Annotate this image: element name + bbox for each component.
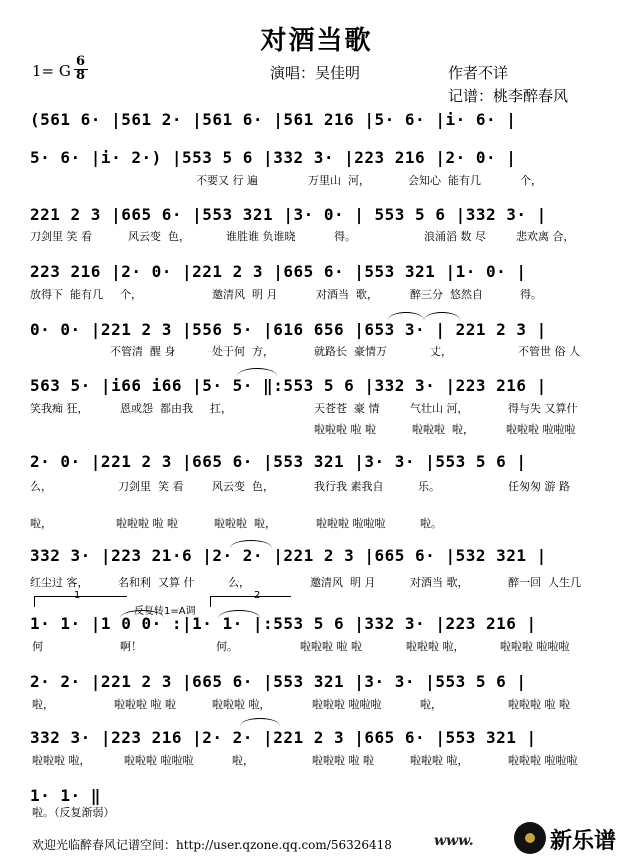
lyric-segment: 么， [30,480,52,493]
lyric-segment: 醉三分 悠然自 [410,288,483,301]
lyric-segment: 处于何 方， [212,345,274,358]
lyric-segment: 不管清 醒 身 [110,345,176,358]
key-signature: 1= G [32,62,71,80]
notation-row: 223 216 |2· 0· |221 2 3 |665 6· |553 321 |1· 0· | [30,262,527,281]
lyric-segment: 对酒当 歌， [316,288,378,301]
lyric-segment: 笑我痴 狂， [30,402,89,415]
lyric-segment: 何 [32,640,43,653]
lyric-segment: 啦， [232,754,254,767]
notation-row: 2· 0· |221 2 3 |665 6· |553 321 |3· 3· |553 5 6 | [30,452,527,471]
notation-row: 5· 6· |i· 2·) |553 5 6 |332 3· |223 216 |2· 0· | [30,148,517,167]
notation-row: 1· 1· ‖ [30,786,101,805]
notation-row: 0· 0· |221 2 3 |556 5· |616 656 |653 3· | 221 2 3 | [30,320,547,339]
lyric-segment: 个， [120,288,142,301]
lyric-segment: 气壮山 河， [410,402,469,415]
lyric-segment-second-verse: 啦啦啦 啦 啦 [116,517,178,530]
lyric-segment: 得。 [334,230,356,243]
lyric-segment: 啦， [420,698,442,711]
slur [388,312,424,320]
lyric-segment: 啦啦啦 啦啦啦 [500,640,570,653]
logo-text: 新乐谱 [550,829,617,854]
lyric-segment: 啦啦啦 啦啦啦 [124,754,194,767]
notation-row: 332 3· |223 21·6 |2· 2· |221 2 3 |665 6· |532 321 | [30,546,547,565]
lyric-segment: 啦啦啦 啦啦啦 [312,698,382,711]
record-icon [514,822,546,854]
lyric-segment: 醉一回 人生几 [508,576,581,589]
lyric-segment: 刀剑里 笑 看 [30,230,92,243]
lyric-segment: 得与失 又算什 [508,402,578,415]
modulation-note: 反复转1=A调 [134,606,196,617]
lyric-segment: 啊！ [120,640,142,653]
author-credit: 作者不详 [448,64,509,82]
lyric-segment: 乐。 [418,480,440,493]
slur [240,718,280,726]
lyric-segment: 就路长 豪情万 [314,345,387,358]
volta-1-label: 1 [74,590,81,601]
lyric-segment: 啦啦啦 啦 啦 [300,640,362,653]
lyric-segment-second-verse: 啦啦啦 啦， [412,423,474,436]
volta-bracket-1 [34,596,127,607]
song-title: 对酒当歌 [260,26,373,56]
lyric-segment: 啦啦啦 啦 啦 [114,698,176,711]
lyric-segment-second-verse: 啦， [30,517,52,530]
lyric-segment: 扛， [210,402,232,415]
lyric-segment: 不要又 行 遍 [196,174,258,187]
lyric-segment-second-verse: 啦啦啦 啦啦啦 [506,423,576,436]
slur [230,540,272,548]
footer-url: 欢迎光临醉春风记谱空间：http://user.qzone.qq.com/56326418 [32,838,392,852]
lyric-segment: 啦， [32,698,54,711]
lyric-segment: 对酒当 歌， [410,576,469,589]
footer-www: www. [434,833,474,849]
notation-row: 221 2 3 |665 6· |553 321 |3· 0· | 553 5 6 |332 3· | [30,205,547,224]
slur [237,368,277,376]
notation-row: 563 5· |i66 i66 |5· 5· ‖:553 5 6 |332 3· |223 216 | [30,376,547,395]
slur [218,610,260,618]
lyric-segment: 谁胜谁 负谁晓 [226,230,296,243]
lyric-segment: 得。 [520,288,542,301]
lyric-segment: 啦啦啦 啦 啦 [508,698,570,711]
lyric-segment: 啦啦啦 啦 啦 [312,754,374,767]
notation-row: 332 3· |223 216 |2· 2· |221 2 3 |665 6· |553 321 | [30,728,537,747]
lyric-segment: 邀清风 明 月 [310,576,376,589]
lyric-segment: 名和利 又算 什 [118,576,195,589]
time-signature-numerator: 6 [76,54,86,69]
lyric-segment-second-verse: 啦。 [420,517,442,530]
lyric-segment-second-verse: 啦啦啦 啦， [214,517,276,530]
lyric-segment: 刀剑里 笑 看 [118,480,184,493]
lyric-segment: 会知心 能有几 [408,174,481,187]
lyric-segment: 啦啦啦 啦， [406,640,465,653]
lyric-segment: 浪涌滔 数 尽 [424,230,486,243]
lyric-segment: 恩或怨 都由我 [120,402,193,415]
lyric-segment: 红尘过 客， [30,576,89,589]
notation-row: 2· 2· |221 2 3 |665 6· |553 321 |3· 3· |553 5 6 | [30,672,527,691]
lyric-segment: 悲欢离 合， [516,230,575,243]
lyric-segment: 邀清风 明 月 [212,288,278,301]
lyric-segment-second-verse: 啦啦啦 啦 啦 [314,423,376,436]
lyric-segment: 么， [228,576,250,589]
site-logo [510,818,630,858]
slur [424,312,460,320]
lyric-segment: 啦啦啦 啦， [212,698,271,711]
lyric-segment: 任匆匆 游 路 [508,480,570,493]
lyric-segment-second-verse: 啦啦啦 啦啦啦 [316,517,386,530]
singer-credit: 演唱：吴佳明 [270,64,361,82]
lyric-segment: 万里山 河， [308,174,370,187]
lyric-segment: 风云变 色， [212,480,274,493]
notation-row: (561 6· |561 2· |561 6· |561 216 |5· 6· |i· 6· | [30,110,517,129]
lyric-segment: 天苍苍 豪 情 [314,402,380,415]
lyric-segment: 我行我 素我自 [314,480,384,493]
volta-bracket-2 [210,596,291,607]
volta-2-label: 2 [254,590,261,601]
lyric-segment: 丈， [430,345,452,358]
lyric-segment: 啦啦啦 啦啦啦 [508,754,578,767]
lyric-segment: 啦。（反复渐弱） [32,806,115,819]
lyric-segment: 放得下 能有几 [30,288,103,301]
lyric-segment: 啦啦啦 啦， [410,754,469,767]
lyric-segment: 啦啦啦 啦， [32,754,91,767]
lyric-segment: 不管世 俗 人 [518,345,580,358]
lyric-segment: 个， [520,174,542,187]
lyric-segment: 风云变 色， [128,230,190,243]
transcriber-credit: 记谱：桃李醉春风 [448,87,569,105]
time-signature-denominator: 8 [76,68,86,83]
notation-row: 1· 1· |1 0 0· :|1· 1· |:553 5 6 |332 3· |223 216 | [30,614,537,633]
lyric-segment: 何。 [216,640,238,653]
